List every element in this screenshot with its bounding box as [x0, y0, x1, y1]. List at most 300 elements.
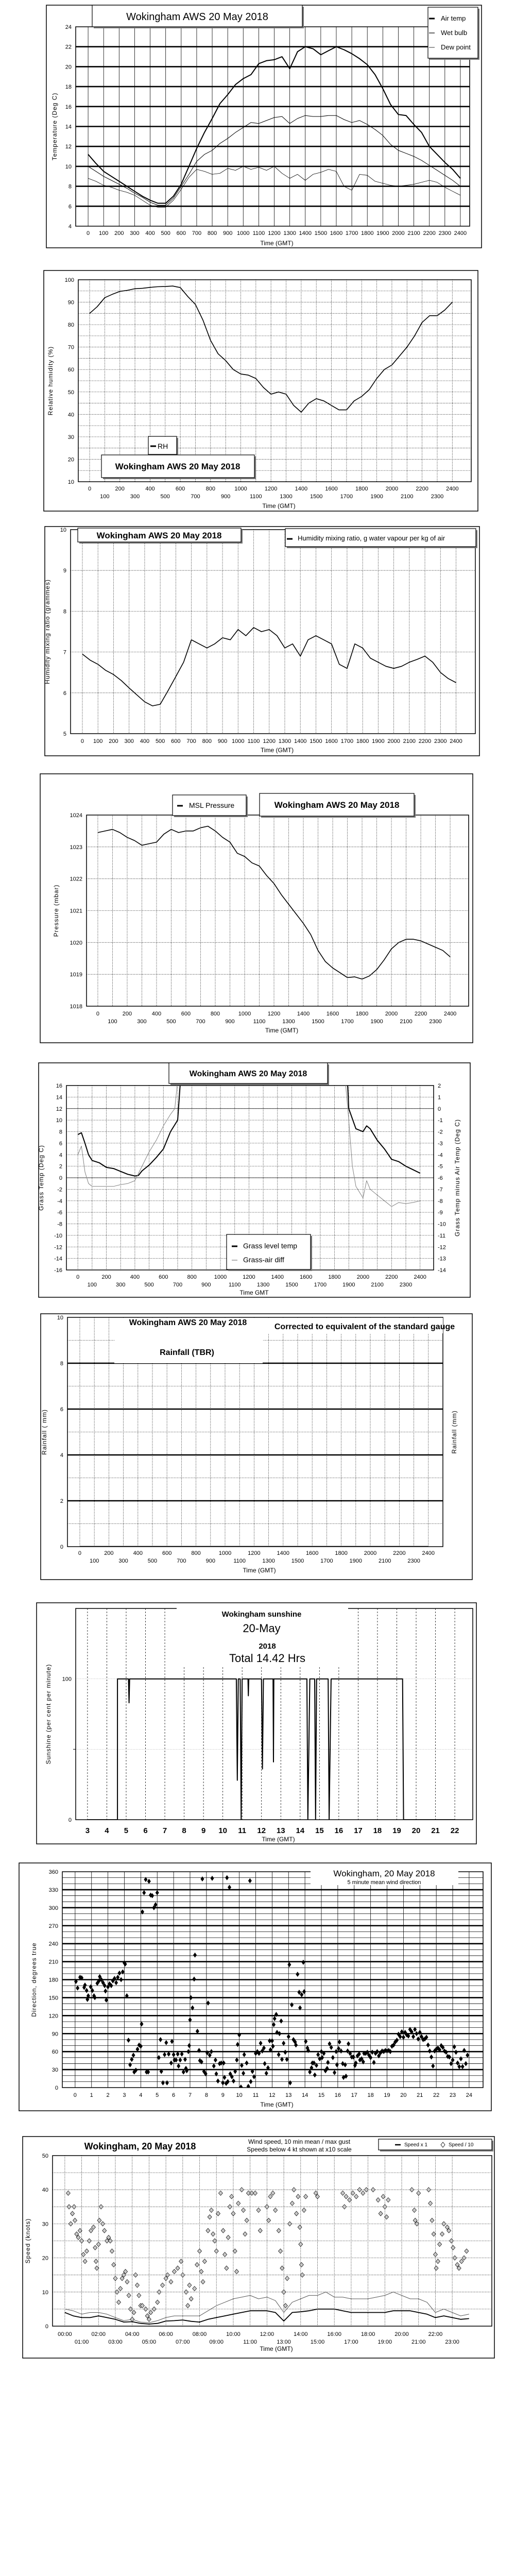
legend-label: Grass level temp [243, 1242, 298, 1250]
x-tick-label: 2100 [378, 1558, 391, 1564]
x-tick-label: 5 [156, 2092, 159, 2098]
x-tick-label: 1900 [370, 1019, 383, 1025]
y-tick-label: 20 [42, 2255, 48, 2262]
x-tick-label: 200 [115, 486, 125, 492]
x-tick-label: 01:00 [74, 2339, 89, 2345]
x-tick-label: 4 [105, 1826, 109, 1835]
chart-note: Corrected to equivalent of the standard gauge [274, 1323, 455, 1331]
x-tick-label: 1900 [370, 494, 383, 500]
x-tick-label: 20 [411, 1826, 421, 1835]
x-tick-label: 1000 [237, 230, 250, 236]
x-tick-label: 14:00 [294, 2331, 308, 2337]
x-tick-label: 23:00 [445, 2339, 459, 2345]
x-tick-label: 0 [87, 230, 90, 236]
x-tick-label: 800 [207, 230, 217, 236]
x-tick-label: 13 [276, 1826, 285, 1835]
x-tick-label: 2200 [385, 1274, 398, 1280]
x-axis-label: Time GMT [239, 1289, 269, 1296]
y-tick-label: 6 [60, 1406, 63, 1413]
y-tick-label: 14 [56, 1094, 62, 1101]
chart-subtitle: Speeds below 4 kt shown at x10 scale [247, 2146, 352, 2153]
x-tick-label: 500 [166, 1019, 176, 1025]
x-tick-label: 17 [351, 2092, 357, 2098]
y-right-tick-label: -9 [438, 1210, 443, 1216]
x-tick-label: 1300 [256, 1282, 270, 1288]
x-tick-label: 300 [130, 230, 140, 236]
x-tick-label: 600 [176, 230, 186, 236]
rain-chart [41, 1314, 472, 1580]
x-tick-label: 600 [162, 1550, 172, 1556]
x-tick-label: 700 [173, 1282, 183, 1288]
y-right-tick-label: -8 [438, 1198, 443, 1205]
x-tick-label: 11:00 [243, 2339, 258, 2345]
y-tick-label: 2 [59, 1163, 62, 1170]
x-tick-label: 1900 [349, 1558, 363, 1564]
chart-date: 20-May [243, 1622, 281, 1635]
y-tick-label: 210 [48, 1959, 58, 1965]
y-tick-label: 22 [65, 44, 72, 50]
y-tick-label: 0 [55, 2085, 58, 2091]
y-tick-label: 8 [60, 1361, 63, 1367]
x-tick-label: 2100 [401, 494, 414, 500]
y-tick-label: 6 [59, 1140, 62, 1147]
x-tick-label: 100 [89, 1558, 99, 1564]
y-tick-label: -12 [54, 1244, 62, 1251]
x-axis-label: Time (GMT) [262, 502, 296, 510]
grass-chart [38, 1063, 470, 1297]
x-tick-label: 500 [161, 230, 170, 236]
x-tick-label: 1100 [252, 230, 265, 236]
chart-title: Wokingham AWS 20 May 2018 [115, 462, 241, 471]
x-axis-label: Time (GMT) [265, 1027, 299, 1034]
x-tick-label: 1600 [305, 1550, 319, 1556]
x-tick-label: 1700 [340, 738, 354, 744]
x-tick-label: 1000 [218, 1550, 232, 1556]
y-tick-label: -14 [54, 1256, 62, 1262]
y-tick-label: -6 [57, 1210, 62, 1216]
chart-title: Wokingham AWS 20 May 2018 [96, 531, 222, 540]
x-tick-label: 12:00 [260, 2331, 274, 2337]
y-tick-label: 18 [65, 84, 72, 91]
x-axis-label: Time (GMT) [260, 2345, 293, 2352]
y-tick-label: 20 [65, 64, 72, 71]
temp-chart [46, 5, 482, 248]
chart-year: 2018 [259, 1642, 276, 1651]
chart-subtitle: 5 minute mean wind direction [347, 1879, 421, 1886]
y-tick-label: 1020 [70, 940, 82, 946]
x-tick-label: 3 [123, 2092, 126, 2098]
x-tick-label: 21 [417, 2092, 423, 2098]
x-tick-label: 2000 [392, 230, 405, 236]
x-tick-label: 1400 [297, 1011, 310, 1017]
x-tick-label: 1200 [248, 1550, 261, 1556]
x-tick-label: 1600 [325, 486, 338, 492]
x-tick-label: 2200 [393, 1550, 406, 1556]
y-tick-label: 9 [63, 568, 66, 574]
x-tick-label: 200 [122, 1011, 132, 1017]
x-tick-label: 1300 [262, 1558, 275, 1564]
y-tick-label: 330 [48, 1887, 58, 1893]
x-tick-label: 6 [143, 1826, 148, 1835]
winddir-chart [19, 1863, 491, 2111]
y-tick-label: 8 [68, 183, 72, 190]
y-tick-label: 80 [67, 322, 74, 329]
y-tick-label: 6 [68, 204, 72, 210]
x-tick-label: 300 [116, 1282, 126, 1288]
legend-label: Humidity mixing ratio, g water vapour per kg of air [298, 534, 445, 542]
y-axis-label: Temperature (Deg C) [51, 92, 58, 161]
y-tick-label: 150 [48, 1995, 58, 2002]
x-tick-label: 17 [354, 1826, 363, 1835]
y-axis-label: Grass Temp (Deg C) [38, 1145, 45, 1211]
x-tick-label: 2200 [416, 486, 428, 492]
x-tick-label: 1100 [228, 1282, 241, 1288]
x-tick-label: 800 [187, 1274, 197, 1280]
x-tick-label: 200 [104, 1550, 114, 1556]
y-right-tick-label: -7 [438, 1187, 443, 1193]
y-right-axis-label: Grass Temp minus Air Temp (Deg C) [454, 1119, 461, 1236]
y-tick-label: 1024 [70, 812, 82, 819]
x-tick-label: 13:00 [277, 2339, 291, 2345]
y-tick-label: 12 [65, 144, 72, 150]
x-tick-label: 100 [108, 1019, 117, 1025]
y-tick-label: 4 [59, 1152, 62, 1159]
y-right-tick-label: -4 [438, 1152, 443, 1159]
x-tick-label: 19:00 [377, 2339, 392, 2345]
chart-title: Wokingham AWS 20 May 2018 [129, 1318, 247, 1327]
y-tick-label: 0 [60, 1544, 63, 1550]
y-tick-label: -8 [57, 1221, 62, 1228]
x-tick-label: 400 [133, 1550, 143, 1556]
chart-subtitle: Rainfall (TBR) [160, 1348, 214, 1357]
chart-subtitle: Wind speed, 10 min mean / max gust [248, 2138, 351, 2145]
y-tick-label: 90 [67, 299, 74, 306]
x-tick-label: 2300 [429, 1019, 442, 1025]
y-tick-label: 270 [48, 1923, 58, 1929]
y-right-tick-label: -3 [438, 1140, 443, 1147]
x-tick-label: 600 [181, 1011, 191, 1017]
x-tick-label: 800 [205, 486, 215, 492]
x-tick-label: 600 [175, 486, 185, 492]
x-axis-label: Time (GMT) [262, 1836, 295, 1843]
x-tick-label: 700 [177, 1558, 186, 1564]
x-tick-label: 1100 [253, 1019, 266, 1025]
x-tick-label: 500 [155, 738, 165, 744]
y-tick-label: 50 [67, 389, 74, 396]
x-tick-label: 0 [80, 738, 84, 744]
x-tick-label: 8 [204, 2092, 208, 2098]
x-tick-label: 1700 [345, 230, 358, 236]
x-tick-label: 19 [392, 1826, 401, 1835]
x-tick-label: 2300 [399, 1282, 413, 1288]
x-tick-label: 2300 [431, 494, 444, 500]
x-tick-label: 500 [144, 1282, 154, 1288]
x-tick-label: 16 [334, 1826, 344, 1835]
y-tick-label: 30 [52, 2067, 58, 2074]
x-tick-label: 1300 [282, 1019, 295, 1025]
x-tick-label: 19 [384, 2092, 390, 2098]
x-tick-label: 2000 [385, 1011, 398, 1017]
y-tick-label: 24 [65, 24, 72, 30]
legend-label: Grass-air diff [243, 1256, 284, 1264]
x-tick-label: 4 [139, 2092, 143, 2098]
legend-label: Air temp [441, 14, 466, 22]
y-tick-label: 10 [60, 527, 66, 533]
x-tick-label: 2 [106, 2092, 110, 2098]
x-tick-label: 900 [225, 1019, 235, 1025]
x-tick-label: 1500 [310, 738, 322, 744]
x-tick-label: 900 [217, 738, 228, 744]
x-axis-label: Time (GMT) [260, 240, 294, 247]
y-tick-label: 300 [48, 1905, 58, 1911]
legend-box [227, 1234, 311, 1269]
x-tick-label: 1800 [335, 1550, 348, 1556]
x-tick-label: 1400 [295, 486, 308, 492]
y-tick-label: 40 [42, 2187, 48, 2194]
x-tick-label: 2000 [364, 1550, 377, 1556]
x-tick-label: 1100 [247, 738, 260, 744]
x-tick-label: 2400 [450, 738, 462, 744]
y-tick-label: 100 [64, 277, 74, 283]
x-tick-label: 1800 [356, 738, 369, 744]
x-tick-label: 100 [100, 494, 110, 500]
x-tick-label: 0 [73, 2092, 77, 2098]
y-right-axis-label: Rainfall (mm) [451, 1410, 458, 1454]
y-tick-label: 20 [67, 456, 74, 463]
pressure-chart [40, 774, 473, 1043]
x-tick-label: 500 [160, 494, 170, 500]
x-tick-label: 1300 [280, 494, 293, 500]
sunshine-chart [37, 1603, 476, 1844]
x-tick-label: 200 [101, 1274, 111, 1280]
x-tick-label: 700 [192, 230, 202, 236]
x-tick-label: 2100 [371, 1282, 384, 1288]
x-tick-label: 10:00 [226, 2331, 241, 2337]
chart-title: Wokingham, 20 May 2018 [84, 2141, 196, 2151]
x-tick-label: 1700 [340, 494, 353, 500]
chart-title: Wokingham sunshine [221, 1610, 302, 1619]
x-tick-label: 8 [182, 1826, 186, 1835]
y-tick-label: 50 [42, 2153, 48, 2159]
x-tick-label: 1500 [312, 1019, 324, 1025]
x-tick-label: 600 [171, 738, 181, 744]
x-tick-label: 5 [124, 1826, 129, 1835]
x-tick-label: 9 [201, 1826, 206, 1835]
x-tick-label: 2400 [414, 1274, 426, 1280]
x-tick-label: 06:00 [159, 2331, 173, 2337]
y-axis-label: Rainfall ( mm) [41, 1409, 48, 1455]
y-tick-label: 60 [52, 2049, 58, 2056]
y-right-tick-label: -6 [438, 1175, 443, 1181]
x-tick-label: 0 [96, 1011, 100, 1017]
x-tick-label: 900 [222, 230, 233, 236]
x-tick-label: 10 [218, 1826, 227, 1835]
y-tick-label: 16 [65, 104, 72, 110]
y-tick-label: 10 [65, 163, 72, 170]
x-tick-label: 2000 [385, 486, 399, 492]
x-tick-label: 1300 [278, 738, 291, 744]
y-tick-label: 2 [60, 1498, 63, 1504]
x-tick-label: 14 [302, 2092, 308, 2098]
y-axis-label: Humidity mixing ratio (grammes) [44, 579, 51, 684]
x-tick-label: 1200 [243, 1274, 255, 1280]
legend-label: Dew point [441, 43, 471, 51]
x-tick-label: 1900 [376, 230, 389, 236]
mixing-chart [44, 527, 479, 756]
sunshine-total: Total 14.42 Hrs [229, 1652, 305, 1665]
x-tick-label: 16 [334, 2092, 341, 2098]
y-tick-label: 8 [59, 1129, 62, 1136]
x-tick-label: 18:00 [360, 2331, 375, 2337]
x-tick-label: 1000 [234, 486, 247, 492]
x-tick-label: 100 [93, 738, 103, 744]
x-tick-label: 2200 [418, 738, 432, 744]
y-tick-label: 30 [42, 2221, 48, 2228]
y-tick-label: 240 [48, 1941, 58, 1947]
x-axis-label: Time (GMT) [260, 747, 294, 754]
y-axis-label: Pressure (mbar) [53, 884, 60, 937]
plot-area [71, 530, 475, 734]
x-tick-label: 18 [373, 1826, 382, 1835]
y-tick-label: -16 [54, 1267, 62, 1274]
x-tick-label: 700 [196, 1019, 205, 1025]
x-tick-label: 100 [99, 230, 109, 236]
y-tick-label: 60 [67, 367, 74, 374]
y-tick-label: 14 [65, 124, 72, 130]
y-right-tick-label: -1 [438, 1117, 443, 1124]
y-right-tick-label: -11 [438, 1232, 446, 1239]
y-right-tick-label: 0 [438, 1106, 441, 1112]
x-tick-label: 1600 [325, 738, 338, 744]
y-tick-label: 10 [67, 479, 74, 485]
x-tick-label: 600 [159, 1274, 168, 1280]
y-tick-label: 5 [63, 731, 66, 737]
y-right-tick-label: -5 [438, 1163, 443, 1170]
x-tick-label: 2400 [443, 1011, 457, 1017]
x-tick-label: 1000 [232, 738, 245, 744]
y-tick-label: 16 [56, 1083, 62, 1089]
y-tick-label: 8 [63, 608, 66, 615]
x-tick-label: 7 [162, 1826, 167, 1835]
x-tick-label: 22 [433, 2092, 440, 2098]
x-tick-label: 1500 [285, 1282, 298, 1288]
x-tick-label: 1100 [233, 1558, 246, 1564]
x-tick-label: 6 [172, 2092, 176, 2098]
x-tick-label: 12 [269, 2092, 276, 2098]
x-tick-label: 1500 [314, 230, 328, 236]
x-tick-label: 300 [118, 1558, 128, 1564]
x-tick-label: 100 [87, 1282, 97, 1288]
y-right-tick-label: -14 [438, 1267, 446, 1274]
y-right-tick-label: -10 [438, 1221, 446, 1228]
x-tick-label: 0 [88, 486, 92, 492]
x-tick-label: 700 [191, 494, 200, 500]
y-tick-label: 1019 [70, 972, 82, 978]
x-tick-label: 1200 [267, 1011, 281, 1017]
x-tick-label: 400 [145, 486, 155, 492]
x-tick-label: 300 [130, 494, 140, 500]
x-tick-label: 2300 [434, 738, 447, 744]
x-tick-label: 18 [367, 2092, 374, 2098]
x-tick-label: 22:00 [428, 2331, 443, 2337]
x-tick-label: 2200 [414, 1011, 427, 1017]
x-tick-label: 2000 [387, 738, 400, 744]
x-tick-label: 700 [186, 738, 196, 744]
x-tick-label: 300 [124, 738, 134, 744]
x-tick-label: 22 [450, 1826, 459, 1835]
x-tick-label: 1200 [268, 230, 281, 236]
x-tick-label: 1 [90, 2092, 93, 2098]
x-tick-label: 17:00 [344, 2339, 358, 2345]
y-tick-label: 6 [63, 690, 66, 697]
x-tick-label: 1800 [328, 1274, 341, 1280]
y-tick-label: 180 [48, 1977, 58, 1984]
x-tick-label: 2400 [446, 486, 459, 492]
x-tick-label: 15:00 [310, 2339, 325, 2345]
x-tick-label: 23 [449, 2092, 456, 2098]
x-tick-label: 2100 [400, 1019, 413, 1025]
x-tick-label: 11 [252, 2092, 259, 2098]
x-tick-label: 12 [257, 1826, 266, 1835]
x-tick-label: 1200 [264, 486, 278, 492]
x-tick-label: 20 [400, 2092, 407, 2098]
y-tick-label: 1018 [70, 1004, 82, 1010]
y-tick-label: -4 [57, 1198, 62, 1205]
x-tick-label: 03:00 [108, 2339, 123, 2345]
x-tick-label: 2100 [403, 738, 416, 744]
x-tick-label: 1300 [283, 230, 296, 236]
x-tick-label: 04:00 [125, 2331, 140, 2337]
x-tick-label: 1000 [238, 1011, 251, 1017]
windspeed-chart [23, 2137, 494, 2358]
legend-label: Wet bulb [441, 29, 468, 37]
y-axis-label: Speed (knots) [24, 2218, 31, 2264]
x-tick-label: 0 [76, 1274, 80, 1280]
y-right-tick-label: 1 [438, 1094, 441, 1101]
x-tick-label: 16:00 [327, 2331, 341, 2337]
x-tick-label: 900 [220, 494, 231, 500]
legend-label: MSL Pressure [189, 801, 235, 809]
x-tick-label: 13 [285, 2092, 292, 2098]
x-tick-label: 1200 [263, 738, 276, 744]
y-tick-label: 120 [48, 2013, 58, 2020]
x-tick-label: 09:00 [209, 2339, 224, 2345]
x-tick-label: 15 [318, 2092, 325, 2098]
chart-title: Wokingham AWS 20 May 2018 [189, 1070, 307, 1078]
y-tick-label: 0 [68, 1817, 72, 1823]
x-axis-label: Time (GMT) [243, 1567, 276, 1574]
y-tick-label: 10 [57, 1315, 63, 1321]
x-tick-label: 900 [201, 1282, 211, 1288]
x-tick-label: 08:00 [192, 2331, 207, 2337]
x-tick-label: 2400 [454, 230, 467, 236]
x-tick-label: 24 [466, 2092, 473, 2098]
x-tick-label: 1800 [360, 230, 374, 236]
y-right-tick-label: 2 [438, 1083, 441, 1089]
chart-title: Wokingham AWS 20 May 2018 [274, 800, 400, 810]
x-tick-label: 2000 [356, 1274, 370, 1280]
x-tick-label: 2200 [423, 230, 436, 236]
x-tick-label: 9 [221, 2092, 225, 2098]
y-right-tick-label: -13 [438, 1256, 446, 1262]
x-tick-label: 1400 [294, 738, 307, 744]
x-tick-label: 800 [191, 1550, 201, 1556]
legend-label: Speed / 10 [449, 2142, 474, 2148]
x-tick-label: 0 [78, 1550, 82, 1556]
y-tick-label: 10 [56, 1117, 62, 1124]
x-tick-label: 500 [147, 1558, 158, 1564]
x-tick-label: 1500 [291, 1558, 304, 1564]
